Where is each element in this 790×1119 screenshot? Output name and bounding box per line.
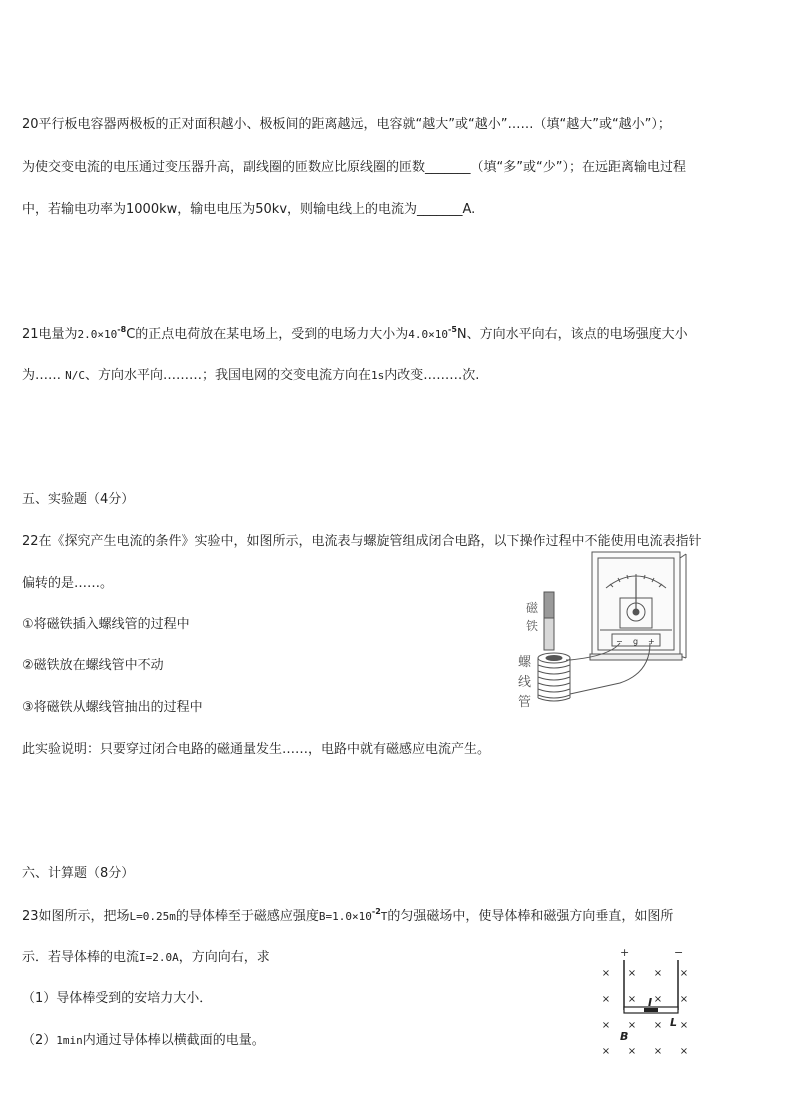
field-cross-icon: ×	[601, 1046, 611, 1057]
terminal-minus-label: −	[674, 946, 684, 959]
field-cross-icon: ×	[653, 1020, 663, 1031]
q21-force: 4.0×10	[408, 328, 449, 341]
q21-text: C的正点电荷放在某电场上，受到的电场力大小为	[126, 327, 409, 342]
field-cross-icon: ×	[653, 994, 663, 1005]
q23-text: 的导体棒至于磁感应强度	[175, 909, 319, 924]
field-cross-icon: ×	[653, 968, 663, 979]
q23-text: 示．若导体棒的电流	[22, 950, 140, 965]
q21-line-1	[22, 326, 688, 344]
q21-exponent: -5	[448, 325, 457, 334]
q23-text: ，方向向右，求	[178, 950, 270, 965]
solenoid-label: 管	[518, 695, 532, 710]
field-cross-icon: ×	[627, 1046, 637, 1057]
q21-text: N、方向水平向右，该点的电场强度大小	[456, 327, 688, 342]
magnetic-field-figure	[596, 944, 700, 1068]
q20-line-1: 20平行板电容器两极板的正对面积越小、极板间的距离越远，电容就“越大”或“越小”……（填“越大”或“越小”）；	[22, 117, 671, 132]
magnet-pole	[544, 592, 554, 618]
field-cross-icon: ×	[653, 1046, 663, 1057]
field-cross-icon: ×	[679, 968, 689, 979]
q23-field: B=1.0×10	[318, 910, 372, 923]
q23-text: 23如图所示，把场	[22, 909, 130, 924]
q21-text: 21电量为	[22, 327, 78, 342]
q22-option-1: ①将磁铁插入螺线管的过程中	[22, 617, 190, 632]
terminal-plus-label: +	[620, 946, 630, 959]
solenoid-label: 线	[518, 675, 532, 690]
solenoid-label: 螺	[518, 655, 532, 670]
q23-line-2	[22, 949, 270, 967]
q21-time: 1s	[371, 369, 385, 382]
terminal-g-label: g	[633, 637, 639, 646]
q23-text: （2）	[22, 1033, 57, 1048]
current-label: I	[648, 996, 653, 1009]
field-cross-icon: ×	[601, 968, 611, 979]
galvanometer-figure	[500, 548, 695, 716]
terminal-plus-label: +	[648, 637, 655, 646]
q22-conclusion: 此实验说明：只要穿过闭合电路的磁通量发生……，电路中就有磁感应电流产生。	[22, 742, 491, 757]
q20-line-3: 中，若输电功率为1000kw，输电电压为50kv，则输电线上的电流为_______A.	[22, 202, 476, 217]
q22-line-2: 偏转的是……。	[22, 576, 114, 591]
q20-line-2: 为使交变电流的电压通过变压器升高，副线圈的匝数应比原线圈的匝数_______（填“多”或“少”）；在远距离输电过程	[22, 160, 686, 175]
field-cross-icon: ×	[601, 1020, 611, 1031]
terminal-minus-label: −	[616, 637, 623, 646]
q23-exponent: -2	[371, 907, 381, 916]
section-title-experiment: 五、实验题（4分）	[22, 492, 135, 507]
field-cross-icon: ×	[601, 994, 611, 1005]
q21-exponent: -8	[117, 325, 127, 334]
q23-sub-1: （1）导体棒受到的安培力大小．	[22, 991, 213, 1006]
field-cross-icon: ×	[679, 994, 689, 1005]
field-cross-icon: ×	[679, 1046, 689, 1057]
q22-option-3: ③将磁铁从螺线管抽出的过程中	[22, 700, 203, 715]
field-cross-icon: ×	[679, 1020, 689, 1031]
magnet-label: 磁	[526, 601, 539, 615]
solenoid	[538, 653, 570, 701]
q22-option-2: ②磁铁放在螺线管中不动	[22, 658, 164, 673]
q21-unit: N/C	[65, 369, 86, 382]
q23-unit: T	[380, 910, 388, 923]
q23-time: 1min	[56, 1034, 83, 1047]
q21-text: 内改变………次.	[384, 368, 480, 383]
q23-line-1	[22, 908, 673, 926]
q23-text: 内通过导体棒以横截面的电量。	[82, 1033, 265, 1048]
field-cross-icon: ×	[627, 994, 637, 1005]
section-title-calculation: 六、计算题（8分）	[22, 866, 135, 881]
q23-text: 的匀强磁场中，使导体棒和磁强方向垂直，如图所	[387, 909, 674, 924]
q23-sub-2	[22, 1032, 265, 1050]
q21-text: 为……	[22, 368, 66, 383]
length-label: L	[670, 1016, 678, 1029]
q21-line-2	[22, 367, 479, 385]
q21-text: 、方向水平向………；我国电网的交变电流方向在	[85, 368, 372, 383]
q23-current: I=2.0A	[139, 951, 179, 964]
q22-line-1: 22在《探究产生电流的条件》实验中，如图所示，电流表与螺旋管组成闭合电路，以下操作过程中不能使用电流表指针	[22, 534, 702, 549]
field-label: B	[620, 1030, 629, 1043]
q21-charge: 2.0×10	[77, 328, 118, 341]
field-cross-icon: ×	[627, 968, 637, 979]
field-cross-icon: ×	[627, 1020, 637, 1031]
q23-length: L=0.25m	[129, 910, 176, 923]
magnet-label: 铁	[526, 619, 539, 633]
